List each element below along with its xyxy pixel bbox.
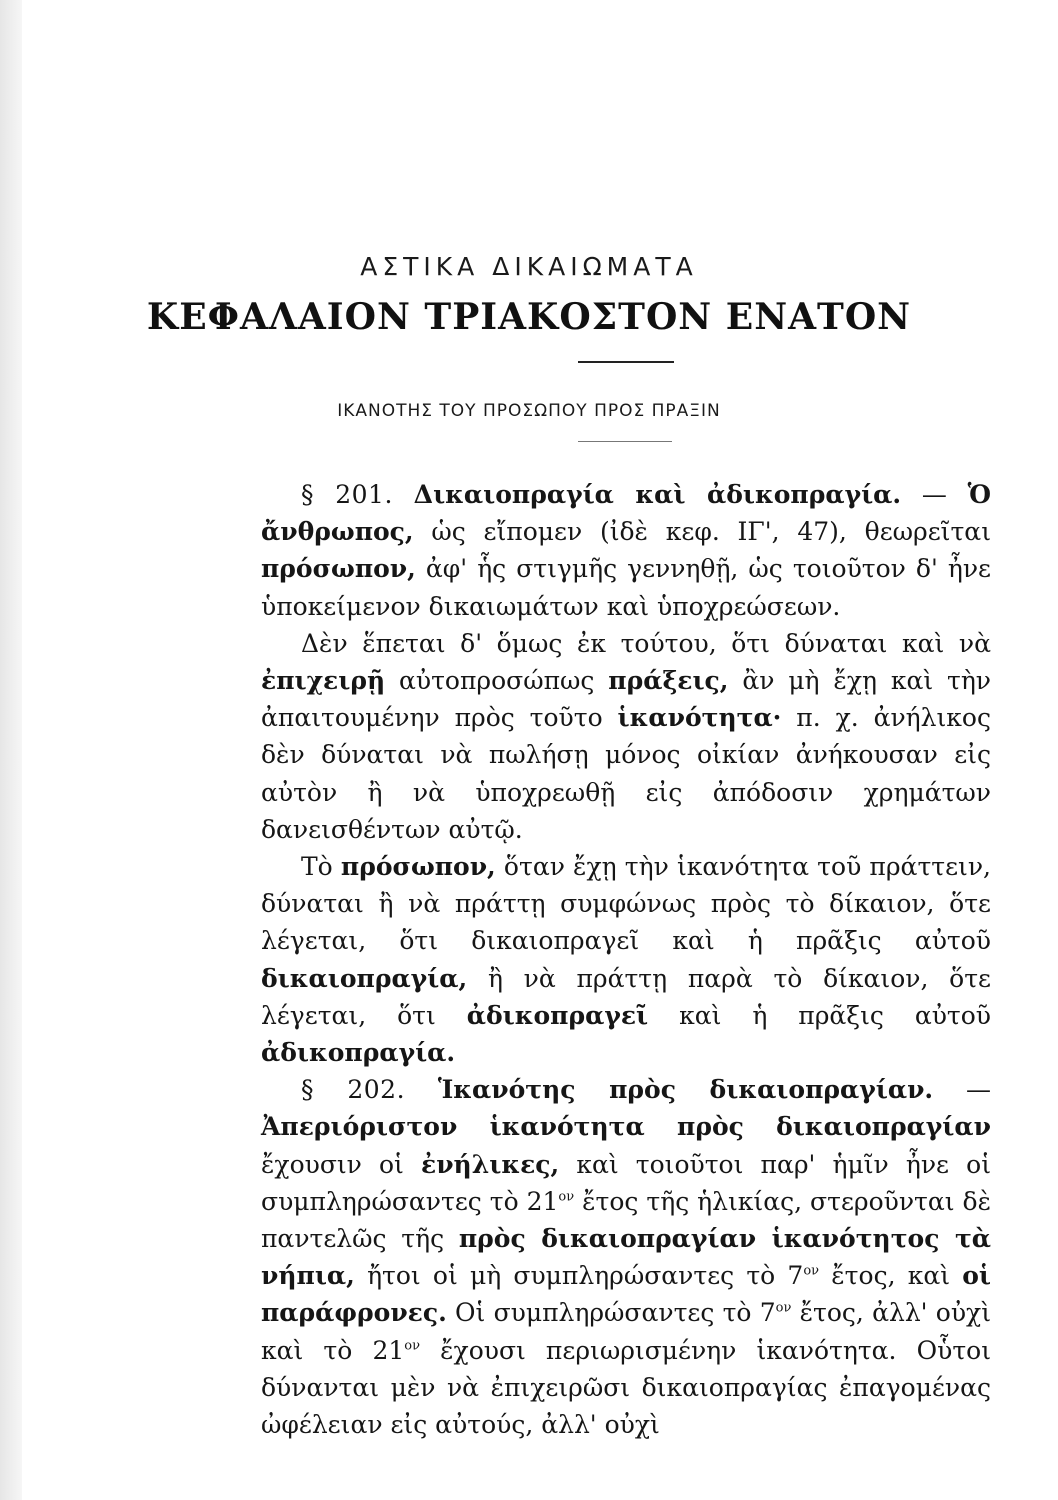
text-run: καὶ τοιοῦτοι παρ' ἡμῖν ἦνε οἱ συμπληρώσαντες τὸ 21 xyxy=(261,1149,991,1216)
bold-term: πρόσωπον, xyxy=(340,852,496,882)
text-run: ὡς εἴπομεν (ἰδὲ κεφ. ΙΓ', 47), θεωρεῖται xyxy=(413,517,991,547)
text-run: ἔχουσιν οἱ xyxy=(261,1149,421,1179)
bold-term: δικαιοπραγία, xyxy=(261,963,468,993)
text-run: ἔχουσι περιωρισμένην ἱκανότητα. Οὗτοι δύνανται μὲν νὰ ἐπιχειρῶσι δικαιοπραγίας ἐπαγομένας ὠφέλειαν εἰς αὐτούς, ἀλλ' οὐχὶ xyxy=(261,1335,991,1440)
text-run: ἤτοι οἱ μὴ συμπληρώσαντες τὸ 7 xyxy=(354,1261,804,1291)
subtitle-rule xyxy=(578,441,672,442)
text-run: Οἱ συμπληρώσαντες τὸ 7 xyxy=(446,1298,776,1328)
bold-term: ἀδικοπραγία. xyxy=(261,1038,456,1068)
page-edge xyxy=(0,0,22,1500)
paragraph-201c xyxy=(261,848,991,1071)
text-run: ἂν μὴ ἔχῃ καὶ τὴν ἀπαιτουμένην πρὸς τοῦτο xyxy=(261,666,991,733)
paragraph-201 xyxy=(261,476,991,625)
bold-term: πρὸς δικαιοπραγίαν ἱκανότητος τὰ νήπια, xyxy=(261,1224,992,1291)
bold-term: ἐπιχειρῇ xyxy=(261,666,386,696)
text-run: ἢ νὰ πράττῃ παρὰ τὸ δίκαιον, ὅτε λέγεται, ὅτι xyxy=(261,963,991,1030)
text-run: ὅταν ἔχῃ τὴν ἱκανότητα τοῦ πράττειν, δύναται ἢ νὰ πράττῃ συμφώνως πρὸς τὸ δίκαιον, ὅτε λέγεται, ὅτι δικαιοπραγεῖ καὶ ἡ πρᾶξις αὐτοῦ xyxy=(261,852,991,956)
bold-term: ἀδικοπραγεῖ xyxy=(466,1000,649,1030)
bold-term: πρόσωπον, xyxy=(261,554,416,584)
section-number: § 201. xyxy=(301,480,393,509)
bold-term: πράξεις, xyxy=(608,666,729,696)
section-number: § 202. xyxy=(301,1075,406,1105)
text-run: Τὸ xyxy=(301,852,341,882)
text-run: αὐτοπροσώπως xyxy=(385,666,609,696)
text-run: Δὲν ἕπεται δ' ὅμως ἐκ τούτου, ὅτι δύναται καὶ νὰ xyxy=(301,628,991,658)
superscript: ον xyxy=(803,1263,820,1279)
superscript: ον xyxy=(404,1338,420,1354)
dash: — xyxy=(901,480,968,509)
superscript: ον xyxy=(775,1301,792,1317)
section-heading: Ἱκανότης πρὸς δικαιοπραγίαν. xyxy=(437,1075,934,1105)
bold-term: Ἀπεριόριστον ἱκανότητα πρὸς δικαιοπραγίαν xyxy=(261,1112,991,1142)
text-run: καὶ ἡ πρᾶξις αὐτοῦ xyxy=(648,1000,991,1030)
text-run: π. χ. ἀνήλικος δὲν δύναται νὰ πωλήσῃ μόνος οἰκίαν ἀνήκουσαν εἰς αὐτὸν ἢ νὰ ὑποχρεωθῇ εἰς ἀπόδοσιν χρημάτων δανεισθέντων αὐτῷ. xyxy=(261,703,991,844)
chapter-subtitle: ΙΚΑΝΟΤΗΣ ΤΟΥ ΠΡΟΣΩΠΟΥ ΠΡΟΣ ΠΡΑΞΙΝ xyxy=(337,401,721,421)
chapter-title: ΚΕΦΑΛΑΙΟΝ ΤΡΙΑΚΟΣΤΟΝ ΕΝΑΤΟΝ xyxy=(146,296,912,338)
running-head: ΑΣΤΙΚΑ ΔΙΚΑΙΩΜΑΤΑ xyxy=(360,252,698,281)
text-run: ἔτος τῆς ἡλικίας, στεροῦνται δὲ παντελῶς τῆς xyxy=(261,1186,991,1254)
paragraph-202 xyxy=(261,1071,991,1443)
paragraph-201b xyxy=(261,625,991,848)
bold-term: Ὁ ἄνθρωπος, xyxy=(261,480,991,547)
section-heading: Δικαιοπραγία καὶ ἀδικοπραγία. xyxy=(413,480,902,509)
bold-term: ἱκανότητα· xyxy=(617,703,782,733)
text-run: ἔτος, καὶ xyxy=(819,1261,963,1291)
bold-term: ἐνήλικες, xyxy=(421,1149,560,1179)
bold-term: οἱ παράφρονες. xyxy=(261,1261,991,1328)
title-rule xyxy=(578,361,674,363)
superscript: ον xyxy=(558,1189,575,1205)
body-text xyxy=(261,476,991,1443)
text-run: ἀφ' ἧς στιγμῆς γεννηθῇ, ὡς τοιοῦτον δ' ἦνε ὑποκείμενον δικαιωμάτων καὶ ὑποχρεώσεων. xyxy=(261,554,991,621)
dash: — xyxy=(933,1075,991,1105)
text-run: ἔτος, ἀλλ' οὐχὶ καὶ τὸ 21 xyxy=(261,1298,991,1365)
